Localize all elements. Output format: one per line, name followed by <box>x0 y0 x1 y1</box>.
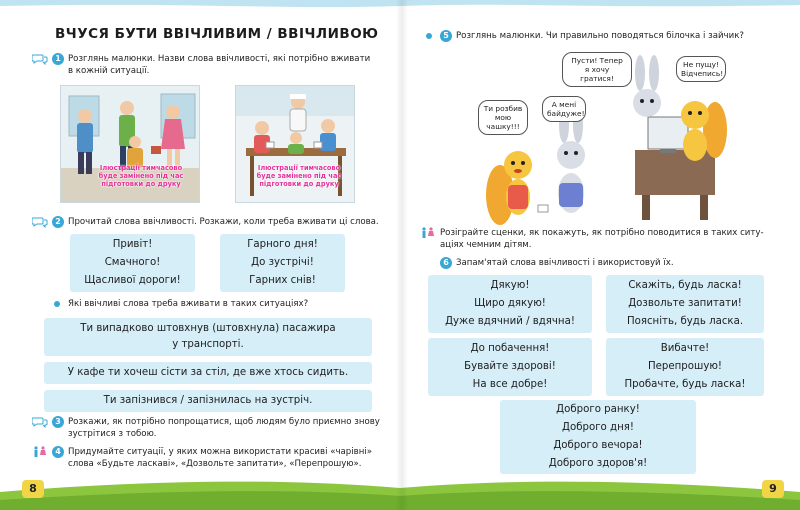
question-text: Які ввічливі слова треба вживати в таких ситуаціях? <box>68 299 309 309</box>
situation-box <box>44 318 372 356</box>
polite-word: Привіт! <box>112 239 153 250</box>
polite-words-box <box>428 275 592 333</box>
polite-word: Бувайте здорові! <box>464 361 556 372</box>
task-text: Запам'ятай слова ввічливості і використовуй їх. <box>456 258 674 268</box>
polite-word: Щасливої дороги! <box>84 275 181 286</box>
roleplay-instruction <box>440 227 780 251</box>
polite-word: До побачення! <box>470 343 550 354</box>
bubble-line: Ти розбив <box>483 104 523 113</box>
polite-word: Доброго вечора! <box>553 440 643 451</box>
situation-line: Ти запізнився / запізнилась на зустріч. <box>103 395 313 406</box>
bubble-line: Відчепись! <box>681 69 724 78</box>
task-text: Прочитай слова ввічливості. Розкажи, коли треба вживати ці слова. <box>68 217 379 227</box>
situation-line: у транспорті. <box>172 339 244 350</box>
task-5 <box>440 30 780 42</box>
polite-word: Пробачте, будь ласка! <box>624 379 746 390</box>
polite-word: Доброго дня! <box>562 422 634 433</box>
polite-words-box <box>220 234 345 292</box>
task-4 <box>52 446 382 470</box>
bullet-icon <box>54 301 60 307</box>
situation-box <box>44 390 372 412</box>
bullet-icon <box>426 33 432 39</box>
task-number: 5 <box>440 30 452 42</box>
speech-bubble-bunny-computer <box>562 52 632 87</box>
speech-bubbles-icon <box>32 416 48 428</box>
polite-word: Смачного! <box>104 257 161 268</box>
task-text-line: Придумайте ситуації, у яких можна використати красиві «чарівні» <box>68 447 372 457</box>
bubble-line: чашку!!! <box>486 122 520 131</box>
task-text-line: Розглянь малюнки. Назви слова ввічливості, які потрібно вживати <box>68 54 371 64</box>
page-number-right: 9 <box>762 480 784 498</box>
bubble-line: я хочу гратися! <box>580 65 614 83</box>
instruction-line: аціях чемним дітям. <box>440 240 532 250</box>
task-text: Розглянь малюнки. Чи правильно поводяться білочка і зайчик? <box>456 31 744 41</box>
placeholder-stamp <box>91 164 191 188</box>
polite-word: Поясніть, будь ласка. <box>626 316 744 327</box>
task-number: 6 <box>440 257 452 269</box>
polite-word: Дякую! <box>490 280 530 291</box>
page-gutter <box>396 0 408 510</box>
bubble-line: байдуже! <box>547 109 585 118</box>
speech-bubble-bunny <box>542 96 586 122</box>
polite-word: Перепрошую! <box>647 361 723 372</box>
task-6 <box>440 257 780 269</box>
task-text-line: зустрітися з тобою. <box>68 429 157 439</box>
stamp-line: Ілюстрації тимчасово <box>99 164 183 172</box>
speech-bubble-squirrel <box>478 100 528 135</box>
situations-question <box>52 298 382 310</box>
illustration-cafe <box>235 85 355 203</box>
speech-bubbles-icon <box>32 53 48 65</box>
polite-word: На все добре! <box>472 379 548 390</box>
polite-word: Гарного дня! <box>247 239 318 250</box>
situation-line: Ти випадково штовхнув (штовхнула) пасажира <box>80 323 336 334</box>
page-title: ВЧУСЯ БУТИ ВВІЧЛИВИМ / ВВІЧЛИВОЮ <box>55 26 379 42</box>
stamp-line: Ілюстрації тимчасово <box>257 164 341 172</box>
task-1 <box>52 53 382 77</box>
polite-word: Дозвольте запитати! <box>628 298 742 309</box>
stamp-line: буде замінено під час <box>256 172 342 180</box>
polite-words-box <box>428 338 592 396</box>
bubble-line: Пусти! Тепер <box>571 56 623 65</box>
task-number: 4 <box>52 446 64 458</box>
greetings-box <box>500 400 696 474</box>
polite-word: Вибачте! <box>660 343 710 354</box>
polite-word: Доброго здоров'я! <box>548 458 648 469</box>
task-number: 2 <box>52 216 64 228</box>
polite-words-box <box>606 275 764 333</box>
task-2 <box>52 216 382 228</box>
task-text-line: слова «Будьте ласкаві», «Дозвольте запитати», «Перепрошую». <box>68 459 362 469</box>
children-icon <box>420 227 436 239</box>
illustration-school <box>60 85 200 203</box>
polite-word: Гарних снів! <box>249 275 316 286</box>
speech-bubbles-icon <box>32 216 48 228</box>
speech-bubble-squirrel-computer <box>676 56 726 82</box>
task-3 <box>52 416 382 440</box>
polite-words-box <box>70 234 195 292</box>
polite-word: Дуже вдячний / вдячна! <box>445 316 575 327</box>
stamp-line: підготовки до друку <box>101 180 181 188</box>
bubble-line: мою <box>494 113 512 122</box>
stamp-line: підготовки до друку <box>259 180 339 188</box>
polite-word: Скажіть, будь ласка! <box>628 280 742 291</box>
bubble-line: А мені <box>551 100 577 109</box>
task-number: 1 <box>52 53 64 65</box>
situation-line: У кафе ти хочеш сісти за стіл, де вже хтось сидить. <box>67 367 349 378</box>
polite-word: Доброго ранку! <box>556 404 640 415</box>
polite-words-box <box>606 338 764 396</box>
stamp-line: буде замінено під час <box>98 172 184 180</box>
situation-box <box>44 362 372 384</box>
page-number-left: 8 <box>22 480 44 498</box>
task-text-line: в кожній ситуації. <box>68 66 150 76</box>
task-text-line: Розкажи, як потрібно попрощатися, щоб людям було приємно знову <box>68 417 380 427</box>
polite-word: Щиро дякую! <box>474 298 546 309</box>
instruction-line: Розіграйте сценки, як покажуть, як потрібно поводитися в таких ситу- <box>440 228 764 238</box>
polite-word: До зустрічі! <box>251 257 314 268</box>
task-number: 3 <box>52 416 64 428</box>
children-icon <box>32 446 48 458</box>
placeholder-stamp <box>244 164 354 188</box>
bubble-line: Не пущу! <box>683 60 719 69</box>
